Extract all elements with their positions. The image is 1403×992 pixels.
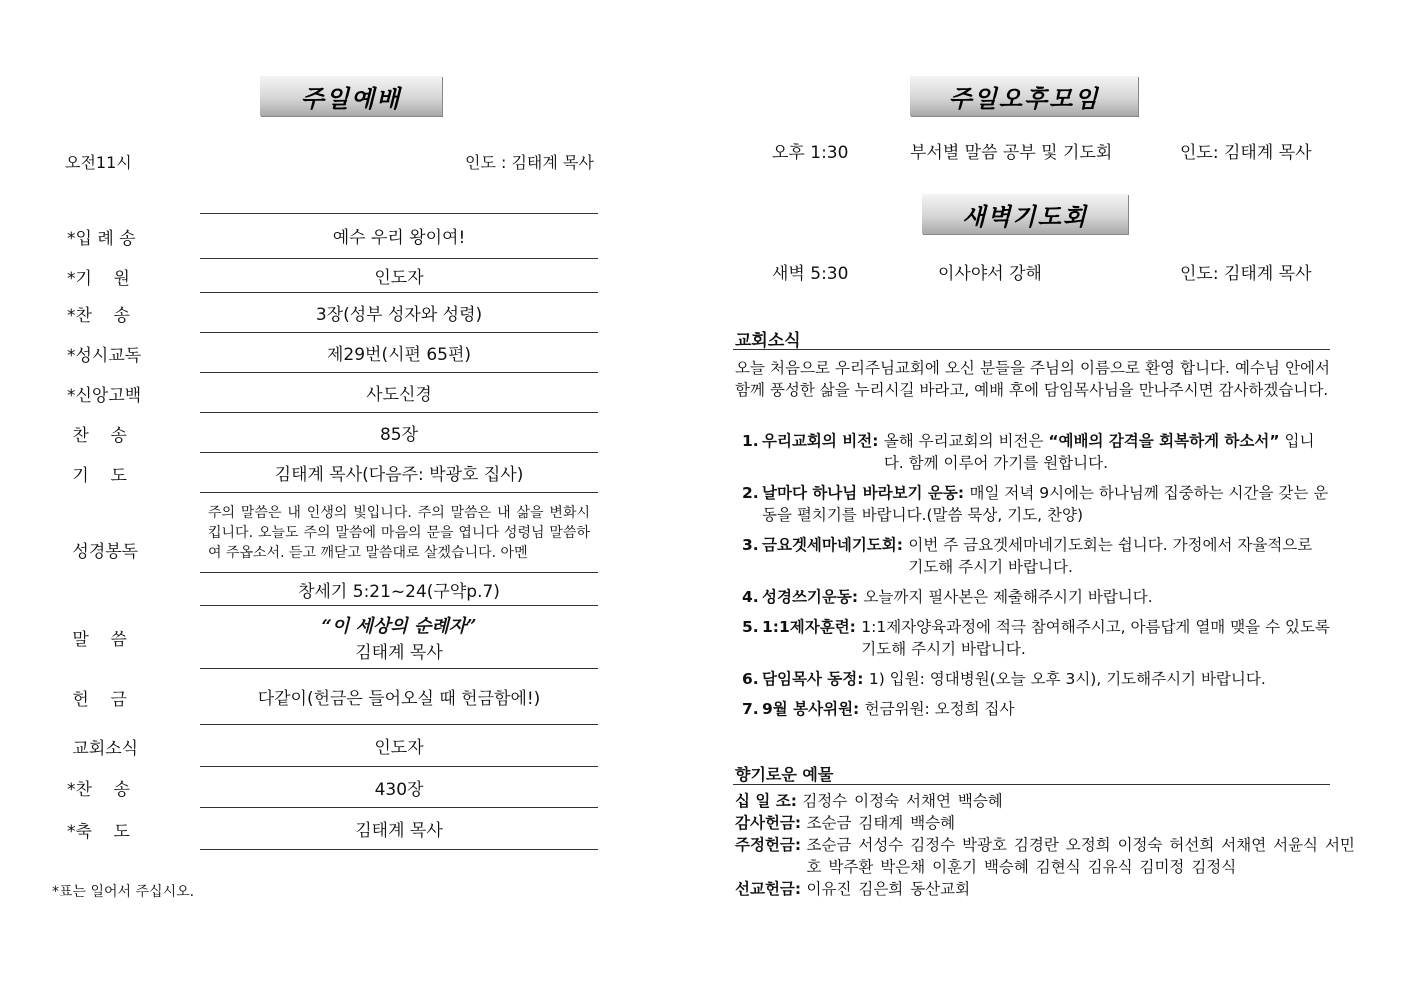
row-value: 사도신경 [200,373,598,413]
news-item: 5. 1:1제자훈련: 1:1제자양육과정에 적극 참여해주시고, 아름답게 열매 맺을 수 있도록 기도해 주시기 바랍니다. [742,618,1330,658]
row-label: 말 씀 [67,630,127,650]
sermon-cell [200,606,598,669]
news-item: 4. 성경쓰기운동: 오늘까지 필사본은 제출해주시기 바랍니다. [742,588,1153,606]
row-label: *찬 송 [67,780,130,800]
sermon-row [55,606,600,669]
row-label: 성경봉독 [67,542,139,562]
worship-row [55,373,600,413]
news-title: 교회소식 [735,331,801,351]
news-item: 2. 날마다 하나님 바라보기 운동: 매일 저녁 9시에는 하나님께 집중하는 시간을 갖는 운동을 펼치기를 바랍니다.(말씀 묵상, 기도, 찬양) [742,484,1329,524]
row-label: *축 도 [67,821,130,842]
row-value: 인도자 [200,725,598,767]
worship-row [55,725,600,767]
worship-leader: 인도 : 김태계 목사 [465,153,594,172]
worship-row [55,453,600,493]
row-value: 예수 우리 왕이여! [200,213,598,259]
worship-row [55,293,600,333]
offerings-title: 향기로운 예물 [735,765,834,784]
afternoon-title: 주일오후모임 [948,83,1100,113]
order-of-worship [55,213,600,850]
row-value: 85장 [200,413,598,453]
dawn-title: 새벽기도회 [962,201,1088,231]
worship-row [55,413,600,453]
afternoon-time: 오후 1:30 [772,143,849,163]
row-label: 기 도 [67,465,127,486]
dawn-time: 새벽 5:30 [772,264,849,284]
worship-time: 오전11시 [65,153,132,172]
afternoon-desc: 부서별 말씀 공부 및 기도회 [910,143,1113,163]
standing-note: *표는 일어서 주십시오. [52,884,195,900]
worship-row [55,669,600,725]
dawn-leader: 인도: 김태계 목사 [1180,264,1312,284]
worship-row [55,767,600,808]
news-item: 7. 9월 봉사위원: 헌금위원: 오정희 집사 [742,700,1015,718]
worship-row [55,213,600,259]
scripture-reading-row [55,493,600,606]
row-label: *신앙고백 [67,385,142,406]
row-value: 김태계 목사 [200,808,598,850]
row-value: 다같이(헌금은 들어오실 때 헌금함에!) [200,669,598,725]
sermon-title: “이 세상의 순례자” [321,615,477,637]
row-label: *입 례 송 [67,228,136,249]
afternoon-leader: 인도: 김태계 목사 [1180,143,1312,163]
dawn-desc: 이사야서 강해 [938,264,1042,284]
row-value: 제29번(시편 65편) [200,333,598,373]
news-item: 1. 우리교회의 비전: 올해 우리교회의 비전은 “예배의 감격을 회복하게 하소서” 입니다. 함께 이루어 가기를 원합니다. [742,432,1315,472]
offering-row: 주정헌금: 조순금 서성수 김정수 박광호 김경란 오정희 이정숙 허선희 서채연 서윤식 서민호 박주환 박은채 이훈기 백승혜 김현식 김유식 김미정 김정식 [735,836,1355,876]
row-label: *찬 송 [67,305,130,326]
row-label: 교회소식 [67,738,139,759]
worship-row [55,808,600,850]
news-rule [733,349,1330,350]
afternoon-title-banner [910,76,1138,116]
row-value: 430장 [200,767,598,808]
worship-row [55,259,600,293]
row-value: 인도자 [200,259,598,293]
news-item: 3. 금요겟세마네기도회: 이번 주 금요겟세마네기도회는 쉽니다. 가정에서 자율적으로 기도해 주시기 바랍니다. [742,536,1313,576]
offering-row: 선교헌금: 이유진 김은희 동산교회 [735,880,971,898]
row-value: 3장(성부 성자와 성령) [200,293,598,333]
offering-row: 감사헌금: 조순금 김태계 백승혜 [735,814,956,832]
row-label: *성시교독 [67,345,142,366]
worship-row [55,333,600,373]
offering-row: 십 일 조: 김정수 이정숙 서채연 백승혜 [735,792,1003,810]
call-to-scripture: 주의 말씀은 내 인생의 빛입니다. 주의 말씀은 내 삶을 변화시킵니다. 오늘도 주의 말씀에 마음의 문을 엽니다 성령님 말씀하여 주옵소서. 듣고 깨닫고 말씀대로 살겠습니다. 아멘 [200,493,598,573]
worship-title: 주일예배 [300,83,402,113]
news-list [742,430,1332,728]
dawn-title-banner [922,194,1128,234]
row-value: 김태계 목사(다음주: 박광호 집사) [200,453,598,493]
row-label: *기 원 [67,268,130,289]
sermon-preacher: 김태계 목사 [355,642,443,663]
scripture-reference: 창세기 5:21~24(구약p.7) [200,573,598,606]
offerings-rule [733,784,1330,785]
news-item: 6. 담임목사 동정: 1) 입원: 영대병원(오늘 오후 3시), 기도해주시기 바랍니다. [742,670,1266,688]
row-label: 헌 금 [67,689,127,710]
row-label: 찬 송 [67,425,127,446]
news-intro: 오늘 처음으로 우리주님교회에 오신 분들을 주님의 이름으로 환영 합니다. 예수님 안에서 함께 풍성한 삶을 누리시길 바라고, 예배 후에 담임목사님을 만나주시면 감사하겠습니다. [735,359,1330,399]
worship-title-banner [260,76,442,116]
offerings-list [735,790,1360,900]
